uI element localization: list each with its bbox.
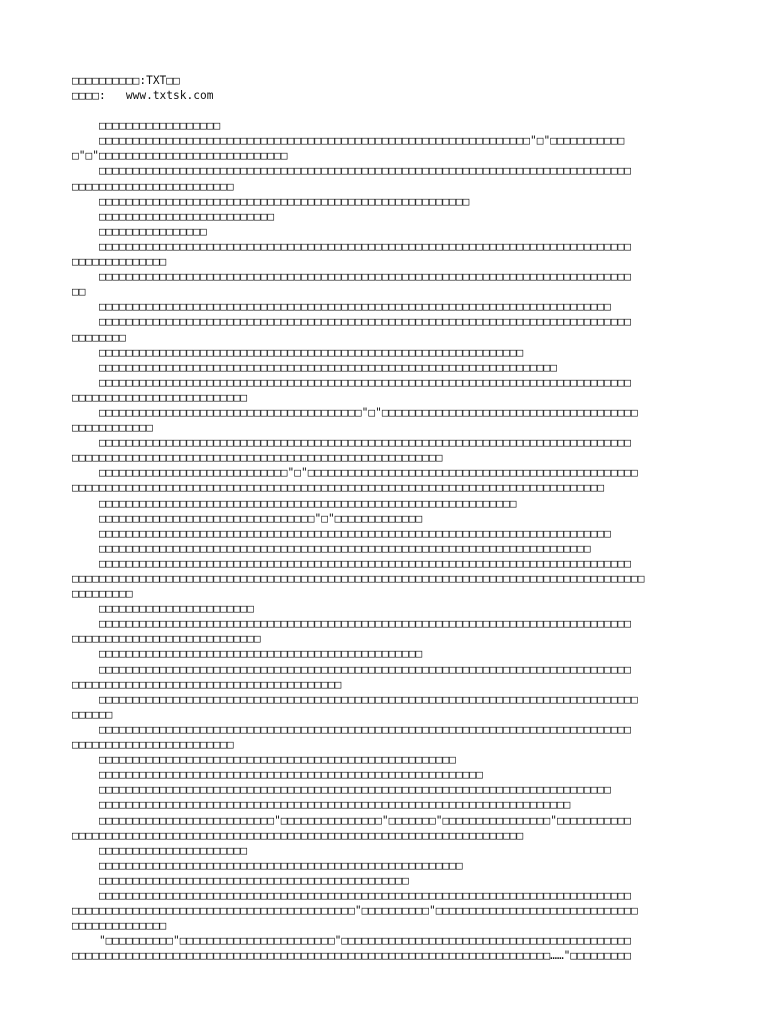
text-line: □□□□□□□□□□□□□□□□□□□□□□□□□□□□ — [72, 632, 261, 646]
text-line: □□□□□□□□□□□□□□□□□□□□□□□□□□□□□□□□□□□□□□□□□□□□□□□□□□□□□□□□□□□□□□ — [72, 496, 517, 510]
text-line: □□□□□□□□□□□□□□□□□□□□□□□□□□□□□□□□□□□□□□□□□□□□□□□□ — [72, 647, 423, 661]
text-line: □□□□□□□□□□□□□□ — [72, 255, 167, 269]
text-line: □□□□□□□□□□□□□□□□□□□□□□ — [72, 843, 248, 857]
text-line: □□□□□□□□□□□□ — [72, 421, 153, 435]
text-line: □□□□□□□□□□□□□□□□□□□□□□□□□□□□□□□□"□"□□□□□□□□□□□□□ — [72, 511, 423, 525]
text-line: □□□□□□□□□□□□□□□□□□□□□□□□□□□□□□□□□□□□□□□□□□□□□□□□□□□□□□□□□□□□□□□□□□□□□□□□□□□□□□□ — [72, 888, 632, 902]
text-line: □□□□□□□□□□□□□□□□□□□□□□□□□□"□□□□□□□□□□□□□□□"□□□□□□□"□□□□□□□□□□□□□□□□"□□□□□□□□□□□ — [72, 813, 632, 827]
text-line: □□ — [72, 285, 86, 299]
text-line: "□□□□□□□□□□"□□□□□□□□□□□□□□□□□□□□□□□"□□□□□□□□□□□□□□□□□□□□□□□□□□□□□□□□□□□□□□□□□□□ — [72, 934, 632, 948]
text-line: □□□□□□□□□□□□□□□□□□□□□□□□ — [72, 738, 234, 752]
text-line: □□□□□□□□□□□□□□□□□□□□□□□□□□□□□□□□□□□□□□□□□□□□□□□□□□□□□□□□□□□□□□□ — [72, 345, 524, 359]
text-line: □□□□□□□□□□□□□□□□□□□□□□□□□□□□□□□□□□□□□□□□□□□□□□□□□□□□□□□□□□□□□□□□□□□□□□□□□□□□□□□ — [72, 617, 632, 631]
text-line: □□□□□□□□□□□□□□□□□□□□□□□□□□□□□□□□□□□□□□□□□□□□□□□□□□□□□□□□□□□□□□□□□□□□□□□□□□□□ — [72, 783, 611, 797]
text-line: □□□□□□□□□□□□□□□□□□□□□□□□□□□□"□"□□□□□□□□□□□□□□□□□□□□□□□□□□□□□□□□□□□□□□□□□□□□□□□□□ — [72, 466, 638, 480]
text-line: □□□□□□□□□□□□□□□□□□□□□□□□□□□□□□□□□□□□□□□□□□□□□□□□□□□□□□□ — [72, 194, 470, 208]
text-line: □□□□□□□□□□□□□□□□□□□□□□□□□□□□□□□□□□□□□□□□□□□□□□□□□□□□□□□□□□□□□□□□□□□□□□□□□□□□ — [72, 300, 611, 314]
text-line: □□□□□□□□□□□□□□□□□□□□□□□□□□□□□□□□□□□□□□□□□□□□□□□□□□□□□□□□□□□□□□□□□□□□□□□□□□□□□□□ — [72, 722, 632, 736]
text-line: □□□□□□□□□□□□□□□□□□□□□□□□□□ — [72, 209, 275, 223]
text-line: □□□□□□□□□□□□□□□□□□□□□□□□□□□□□□□□□□□□□□□□□□□□□□□□□□□□□□□□□□□□□□□□□□□□□□□□□□□□□□□ — [72, 481, 605, 495]
text-line: □□□□□□□□□□□□□□□□□□□□□□□□□□□□□□□□□□□□□□□□□□□□□□□□□□□□□ — [72, 753, 456, 767]
text-line: □□□□□□□□□□□□□□□□□□□□□□□□□□□□□□□□□□□□□□□□ — [72, 677, 342, 691]
text-line: □□□□□□□□□□□□□□□□□□□□□□□□□□□□□□□□□□□□□□□□□□□□□□□□□□□□□□□□□□□□□□□□□□□□ — [72, 360, 557, 374]
text-line: □□□□□□□□□□□□□□□□□□□□□□□□□□□□□□□□□□□□□□□□□□□□□□□□□□□□□□□□□□□□□□□□□□□□□□□□□□□□□□□□□□□□□ — [72, 572, 645, 585]
text-line: □□□□□□□□□□□□□□□□□□□□□□□□□□□□□□□□□□□□□□□□□□□□□□□□□□□□□□□□□□□□□□□□□□□□□□□□□□□□□□□ — [72, 239, 632, 253]
header-source-url: □□□□: www.txtsk.com — [72, 89, 214, 103]
text-line: □□□□□□□□□□□□□□□□□□□□□□□□□□□□□□□□□□□□□□□□□□□□□□□□□□□□□□□□□□□□□□□□"□"□□□□□□□□□□□ — [72, 134, 625, 148]
text-line: □□□□□□□□□□□□□□□□□□□□□□□□□□□□□□□□□□□□□□□□□□□□□□□□□□□□□□□□□□□□□□□□□□□□□□□□□ — [72, 541, 591, 555]
text-line: □□□□□□□□□□□□□□□□□□□□□□□□□□□□□□□□□□□□□□□□□□□□□□□□□□□□□□□□□□□□□□□□□□□□□□□□□□□□□□□ — [72, 270, 632, 284]
text-line: □□□□□□□□□□□□□□□□□□□□□□□□□□□□□□□□□□□□□□□□□□□□□□□□□□□□□□□□□□□□□□□□□□□□□□ — [72, 798, 571, 812]
text-line: □□□□□□□□□□□□□□□□□□□□□□□ — [72, 602, 254, 616]
document-body — [72, 118, 712, 963]
text-line: □"□"□□□□□□□□□□□□□□□□□□□□□□□□□□□□ — [72, 149, 288, 163]
text-line: □□□□□□□□□□□□□□□□□□□□□□□□□□□□□□□□□□□□□□□□□□□□□□□□□□□□□□□□□□□□□□□□□□□□□□□□□□□□□□□ — [72, 556, 632, 570]
text-line: □□□□□□□□□□□□□□□□□□□□□□□□□□□□□□□□□□□□□□□□□□□□□□□□□□□□□□□□□ — [72, 768, 483, 782]
text-line: □□□□□□□□ — [72, 330, 126, 344]
text-line: □□□□□□□□□□□□□□□□□□□□□□□□□□□□□□□□□□□□□□□□□□□□□□□□□□□□□□□□□□□□□□□□□□□□□□□……"□□□□□□□□□ — [72, 949, 632, 963]
document-page — [72, 73, 712, 963]
text-line: □□□□□□□□□□□□□□□□□□□□□□□□□□□□□□□□□□□□□□□□□□"□□□□□□□□□□"□□□□□□□□□□□□□□□□□□□□□□□□□□□□□□ — [72, 904, 638, 918]
text-line: □□□□□□□□□□□□□□□□□□□□□□□□□□□□□□□□□□□□□□□□□□□□□□□□□□□□□□□□□□□□□□□□□□□□□□□□□□□□□□□ — [72, 164, 632, 178]
text-line: □□□□□□□□□□□□□□□□□□□□□□□□□□□□□□□□□□□□□□□□□□□□□□□□□□□□□□□□□□□□□□□□□□□□□□□□□□□□□□□ — [72, 375, 632, 389]
text-line: □□□□□□□□□□□□□□□□□□□□□□□□□□□□□□□□□□□□□□□"□"□□□□□□□□□□□□□□□□□□□□□□□□□□□□□□□□□□□□□□ — [72, 405, 638, 419]
text-line: □□□□□□□□□□□□□□□□□□□□□□□□□□□□□□□□□□□□□□□□□□□□□□□□□□□□□□ — [72, 858, 463, 872]
text-line: □□□□□□□□□□□□□□□□□□□□□□□□□□□□□□□□□□□□□□□□□□□□□□□□□□□□□□□□□□□□□□□□□□□□□□□□□□□□ — [72, 526, 611, 540]
text-line: □□□□□□□□□□□□□□ — [72, 919, 167, 933]
text-line: □□□□□□□□□ — [72, 587, 133, 601]
text-line: □□□□□□□□□□□□□□□□□□□□□□□□□□□□□□□□□□□□□□□□□□□□□□□□□□□□□□□□□□□□□□□□□□□□□□□□□□□□□□□ — [72, 436, 632, 450]
text-line: □□□□□□□□□□□□□□□□□□ — [72, 119, 221, 133]
header-title: □□□□□□□□□□:TXT□□ — [72, 74, 180, 87]
text-line: □□□□□□□□□□□□□□□□□□□□□□□□□□□□□□□□□□□□□□□□□□□□□□□□□□□□□□□ — [72, 451, 443, 465]
text-line: □□□□□□□□□□□□□□□□□□□□□□□□ — [72, 179, 234, 193]
text-line: □□□□□□□□□□□□□□□□ — [72, 224, 207, 238]
text-line: □□□□□□ — [72, 707, 113, 721]
text-line: □□□□□□□□□□□□□□□□□□□□□□□□□□□□□□□□□□□□□□□□□□□□□□ — [72, 873, 409, 887]
text-line: □□□□□□□□□□□□□□□□□□□□□□□□□□ — [72, 390, 248, 404]
header-gap — [72, 103, 712, 118]
text-line: □□□□□□□□□□□□□□□□□□□□□□□□□□□□□□□□□□□□□□□□□□□□□□□□□□□□□□□□□□□□□□□□□□□□□□□□□□□□□□□ — [72, 315, 632, 329]
text-line: □□□□□□□□□□□□□□□□□□□□□□□□□□□□□□□□□□□□□□□□□□□□□□□□□□□□□□□□□□□□□□□□□□□□□□□□□□□□□□□ — [72, 662, 632, 676]
text-line: □□□□□□□□□□□□□□□□□□□□□□□□□□□□□□□□□□□□□□□□□□□□□□□□□□□□□□□□□□□□□□□□□□□□□□□□□□□□□□□□ — [72, 692, 638, 706]
text-line: □□□□□□□□□□□□□□□□□□□□□□□□□□□□□□□□□□□□□□□□□□□□□□□□□□□□□□□□□□□□□□□□□□□ — [72, 828, 524, 842]
